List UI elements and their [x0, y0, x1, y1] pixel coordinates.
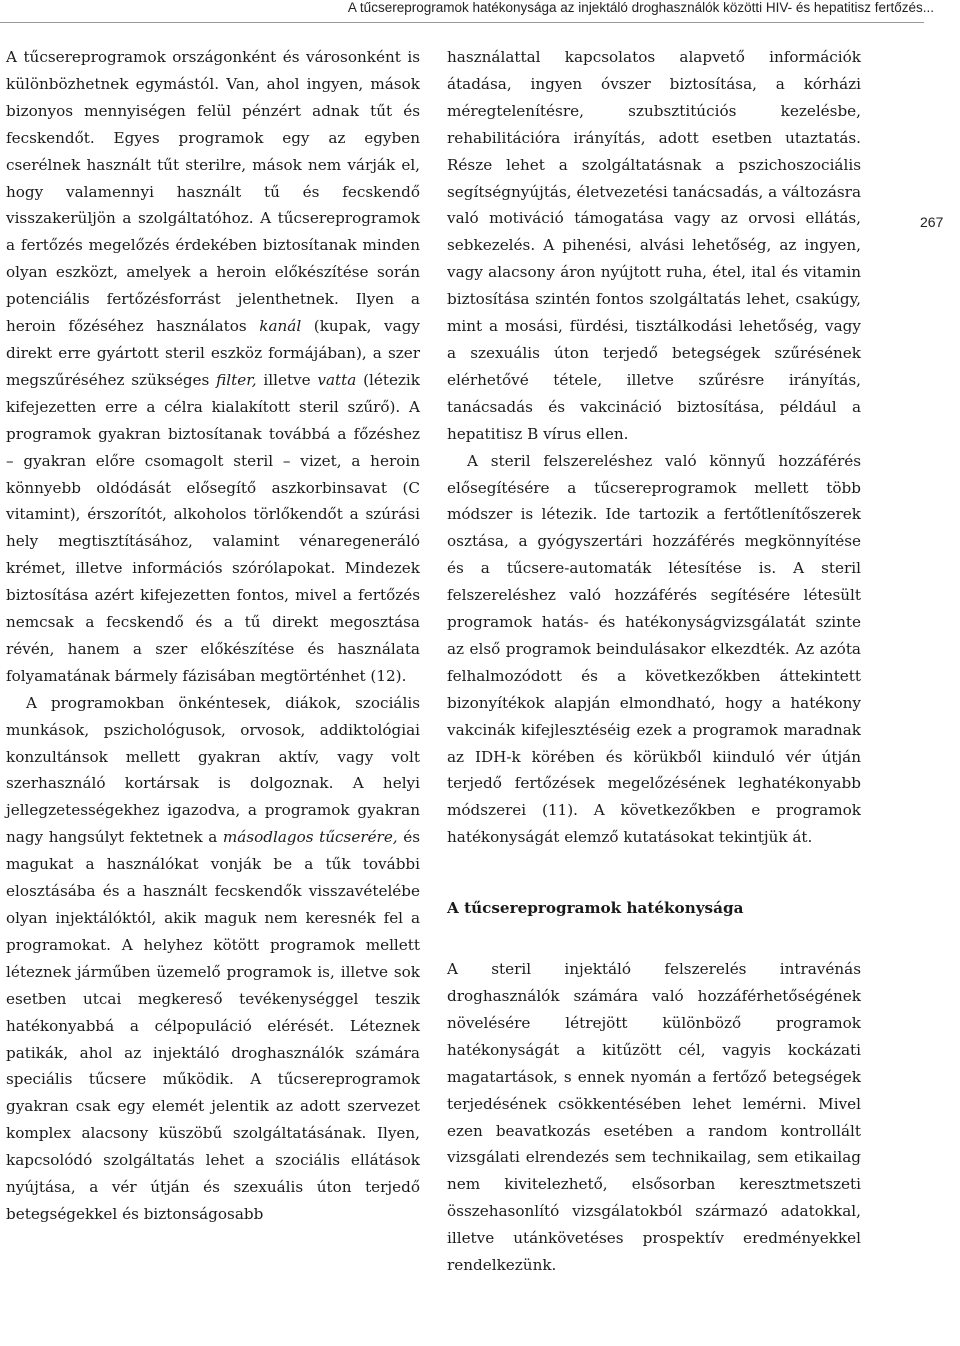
- paragraph-effectiveness: A steril injektáló felszerelés intravénás droghasználók számára való hozzáférhetőségének növelésére létrejött különböző programok hatékonyságát a kitűzött cél, vagyis kockázati magatartások, s ennek nyomán a fertőző betegségek terjedésének csökkentésében lehet lemérni. Mivel ezen beavatkozás esetében a random kontrollált vizsgálati elrendezés sem technikailag, sem etikailag nem kivitelezhető, elsősorban keresztmetszeti összehasonlító vizsgálatokból származó adatokkal, illetve utánkövetéses prospektív eredményekkel rendelkezünk.: [447, 960, 861, 1275]
- paragraph-text: (kupak, vagy direkt erre gyártott steril eszköz formájában), a szer megszűréséhez szükséges: [6, 317, 420, 389]
- paragraph-syringe-programs: [6, 44, 420, 690]
- header-rule: [0, 22, 924, 23]
- running-header: A tűcsereprogramok hatékonysága az injektáló droghasználók közötti HIV- és hepatitisz fertőzés...: [347, 0, 934, 15]
- paragraph-related-services: használattal kapcsolatos alapvető információk átadása, ingyen óvszer biztosítása, a kórházi méregtelenítésre, szubsztitúciós kezelésbe, rehabilitációra irányítás, adott esetben utaztatás. Része lehet a szolgáltatásnak a pszichoszociális segítségnyújtás, életvezetési tanácsadás, a változásra való motiváció támogatása vagy az orvosi ellátás, sebkezelés. A pihenési, alvási lehetőség, az ingyen, vagy alacsony áron nyújtott ruha, étel, ital és vitamin biztosítása szintén fontos szolgáltatás lehet, csakúgy, mint a mosási, fürdési, tisztálkodási lehetőség, vagy a szexuális úton terjedő betegségek szűrésének elérhetővé tétele, illetve szűrésre irányítás, tanácsadás és vakcináció biztosítása, például a hepatitisz B vírus ellen.: [447, 48, 861, 443]
- italic-term-masodlagos: másodlagos tűcserére,: [222, 828, 398, 847]
- right-column: [447, 44, 861, 1279]
- paragraph-text: A tűcsereprogramok országonként és városonként is különbözhetnek egymástól. Van, ahol ingyen, mások bizonyos mennyiségen felül pénzért adnak tűt és fecskendőt. Egyes programok egy az egyben cserélnek használt tűt sterilre, mások nem várják el, hogy valamennyi használt tű és fecskendő visszakerüljön a szolgáltatóhoz. A tűcsereprogramok a fertőzés megelőzés érdekében biztosítanak minden olyan eszközt, amelyek a heroin előkészítése során potenciális fertőzésforrást jelenthetnek. Ilyen a heroin főzéséhez használatos: [6, 48, 420, 336]
- page-number: 267: [920, 214, 944, 230]
- italic-term-vatta: vatta: [317, 370, 357, 389]
- italic-term-kanal: kanál: [259, 317, 302, 336]
- paragraph-text: (létezik kifejezetten erre a célra kialakított steril szűrő). A programok gyakran biztosítanak továbbá a főzéshez – gyakran előre csomagolt steril – vizet, a heroin könnyebb oldódását elősegítő aszkorbinsavat (C vitamint), érszorítót, alkoholos törlőkendőt a szúrási hely megtisztításához, valamint vénaregeneráló krémet, illetve információs szórólapokat. Mindezek biztosítása azért kifejezetten fontos, mivel a fertőzés nemcsak a fecskendő és a tű direkt megosztása révén, hanem a szer előkészítése és használata folyamatának bármely fázisában megtörténhet (12).: [6, 370, 420, 685]
- italic-term-filter: filter,: [216, 370, 257, 389]
- paragraph-text: illetve: [256, 370, 318, 389]
- paragraph-text: és magukat a használókat vonják be a tűk további elosztásába és a használt fecskendők visszavételébe olyan injektálóktól, akik maguk nem keresnék fel a programokat. A helyhez kötött programok mellett léteznek járműben üzemelő programok is, illetve sok esetben utcai megkereső tevékenységgel teszik hatékonyabbá a célpopuláció elérését. Léteznek patikák, ahol az injektáló droghasználók számára speciális tűcsere működik. A tűcsereprogramok gyakran csak egy elemét jelentik az adott szervezet komplex alacsony küszöbű szolgáltatásának. Ilyen, kapcsolódó szolgáltatás lehet a szociális ellátások nyújtása, a vér útján és szexuális úton terjedő betegségekkel és biztonságosabb: [6, 828, 420, 1223]
- paragraph-access-methods: A steril felszereléshez való könnyű hozzáférés elősegítésére a tűcsereprogramok mellett több módszer is létezik. Ide tartozik a fertőtlenítőszerek osztása, a gyógyszertári hozzáférés megkönnyítése és a tűcsere-automaták létesítése is. A steril felszereléshez való hozzáférés segítésére létesült programok hatás- és hatékonyságvizsgálatát szinte az első programok beindulásakor elkezdték. Az azóta felhalmozódott és a következőkben áttekintett bizonyítékok alapján elmondható, hogy a hatékony vakcinák kifejlesztéséig ezek a programok maradnak az IDH-k körében és körükből kiinduló vér útján terjedő fertőzések megelőzésének leghatékonyabb módszerei (11). A következőkben e programok hatékonyságát elemző kutatásokat tekintjük át.: [447, 451, 861, 847]
- section-heading: A tűcsereprogramok hatékonysága: [447, 899, 744, 918]
- paragraph-program-staff: [6, 690, 420, 1228]
- paragraph-text: A programokban önkéntesek, diákok, szociális munkások, pszichológusok, orvosok, addiktológiai konzultánsok mellett gyakran aktív, vagy volt szerhasználó kortársak is dolgoznak. A helyi jellegzetességekhez igazodva, a programok gyakran nagy hangsúlyt fektetnek a: [6, 693, 420, 847]
- left-column: [6, 44, 420, 1228]
